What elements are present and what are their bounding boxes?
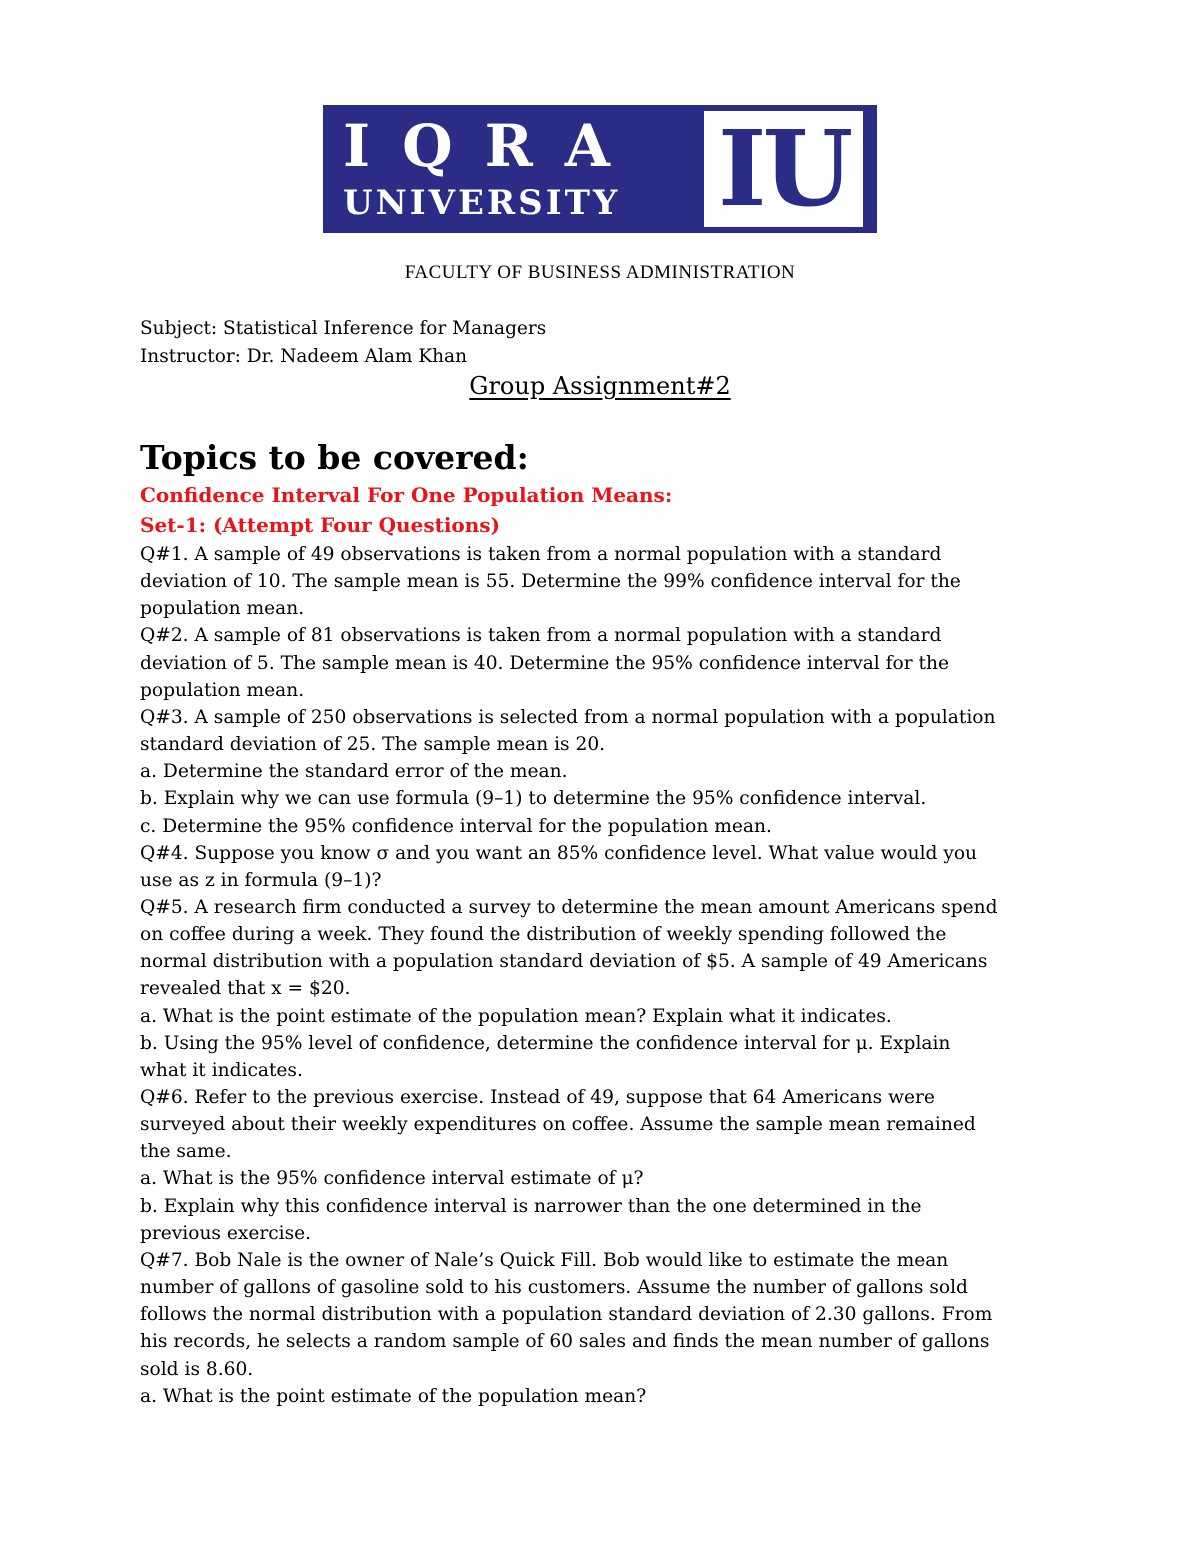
question-line: Q#7. Bob Nale is the owner of Nale’s Quick Fill. Bob would like to estimate the mean [140,1249,949,1271]
university-logo [323,105,877,233]
question-line: Q#2. A sample of 81 observations is taken from a normal population with a standard [140,625,942,647]
logo-monogram-box [704,107,863,230]
question-line: Q#6. Refer to the previous exercise. Instead of 49, suppose that 64 Americans were [140,1087,935,1108]
topics-heading: Topics to be covered: [140,438,529,477]
question-line: surveyed about their weekly expenditures on coffee. Assume the sample mean remained [140,1114,976,1136]
question-line: use as z in formula (9–1)? [140,869,382,891]
question-line: sold is 8.60. [140,1358,254,1380]
question-line: population mean. [140,679,305,701]
question-line: a. What is the point estimate of the population mean? Explain what it indicates. [140,1005,892,1027]
question-line: b. Explain why we can use formula (9–1) to determine the 95% confidence interval. [140,788,927,810]
question-line: Q#3. A sample of 250 observations is selected from a normal population with a population [140,706,996,728]
question-line: a. What is the 95% confidence interval estimate of μ? [140,1168,644,1190]
assignment-title: Group Assignment#2 [469,372,731,400]
question-line: what it indicates. [140,1059,303,1081]
section-heading: Confidence Interval For One Population Means: [140,483,673,507]
instructor-line: Instructor: Dr. Nadeem Alam Khan [140,346,467,367]
question-line: number of gallons of gasoline sold to his customers. Assume the number of gallons sold [140,1277,968,1299]
question-line: a. What is the point estimate of the population mean? [140,1385,647,1407]
question-line: Q#4. Suppose you know σ and you want an 85% confidence level. What value would you [140,842,978,864]
question-line: population mean. [140,598,305,620]
logo-name-text: IQRA [343,112,642,180]
question-line: on coffee during a week. They found the distribution of weekly spending followed the [140,924,947,946]
question-line: b. Using the 95% level of confidence, determine the confidence interval for μ. Explain [140,1032,951,1054]
question-line: deviation of 10. The sample mean is 55. Determine the 99% confidence interval for the [140,571,961,593]
question-line: previous exercise. [140,1222,312,1244]
question-line: the same. [140,1141,232,1163]
faculty-title: FACULTY OF BUSINESS ADMINISTRATION [404,262,796,283]
question-line: Q#1. A sample of 49 observations is taken from a normal population with a standard [140,544,942,565]
logo-monogram: IU [717,107,850,230]
question-line: standard deviation of 25. The sample mean is 20. [140,734,606,756]
question-line: b. Explain why this confidence interval is narrower than the one determined in the [140,1195,922,1217]
logo-university-text: UNIVERSITY [343,183,621,223]
question-line: deviation of 5. The sample mean is 40. Determine the 95% confidence interval for the [140,652,949,674]
question-line: follows the normal distribution with a population standard deviation of 2.30 gallons. From [140,1304,993,1326]
question-line: c. Determine the 95% confidence interval for the population mean. [140,815,772,837]
question-line: normal distribution with a population standard deviation of $5. A sample of 49 Americans [140,951,988,973]
subject-line: Subject: Statistical Inference for Managers [140,318,547,339]
question-line: his records, he selects a random sample of 60 sales and finds the mean number of gallons [140,1331,990,1353]
set-heading: Set-1: (Attempt Four Questions) [140,513,501,537]
question-line: revealed that x = $20. [140,978,351,1000]
question-line: Q#5. A research firm conducted a survey to determine the mean amount Americans spend [140,896,998,918]
question-line: a. Determine the standard error of the mean. [140,761,568,783]
